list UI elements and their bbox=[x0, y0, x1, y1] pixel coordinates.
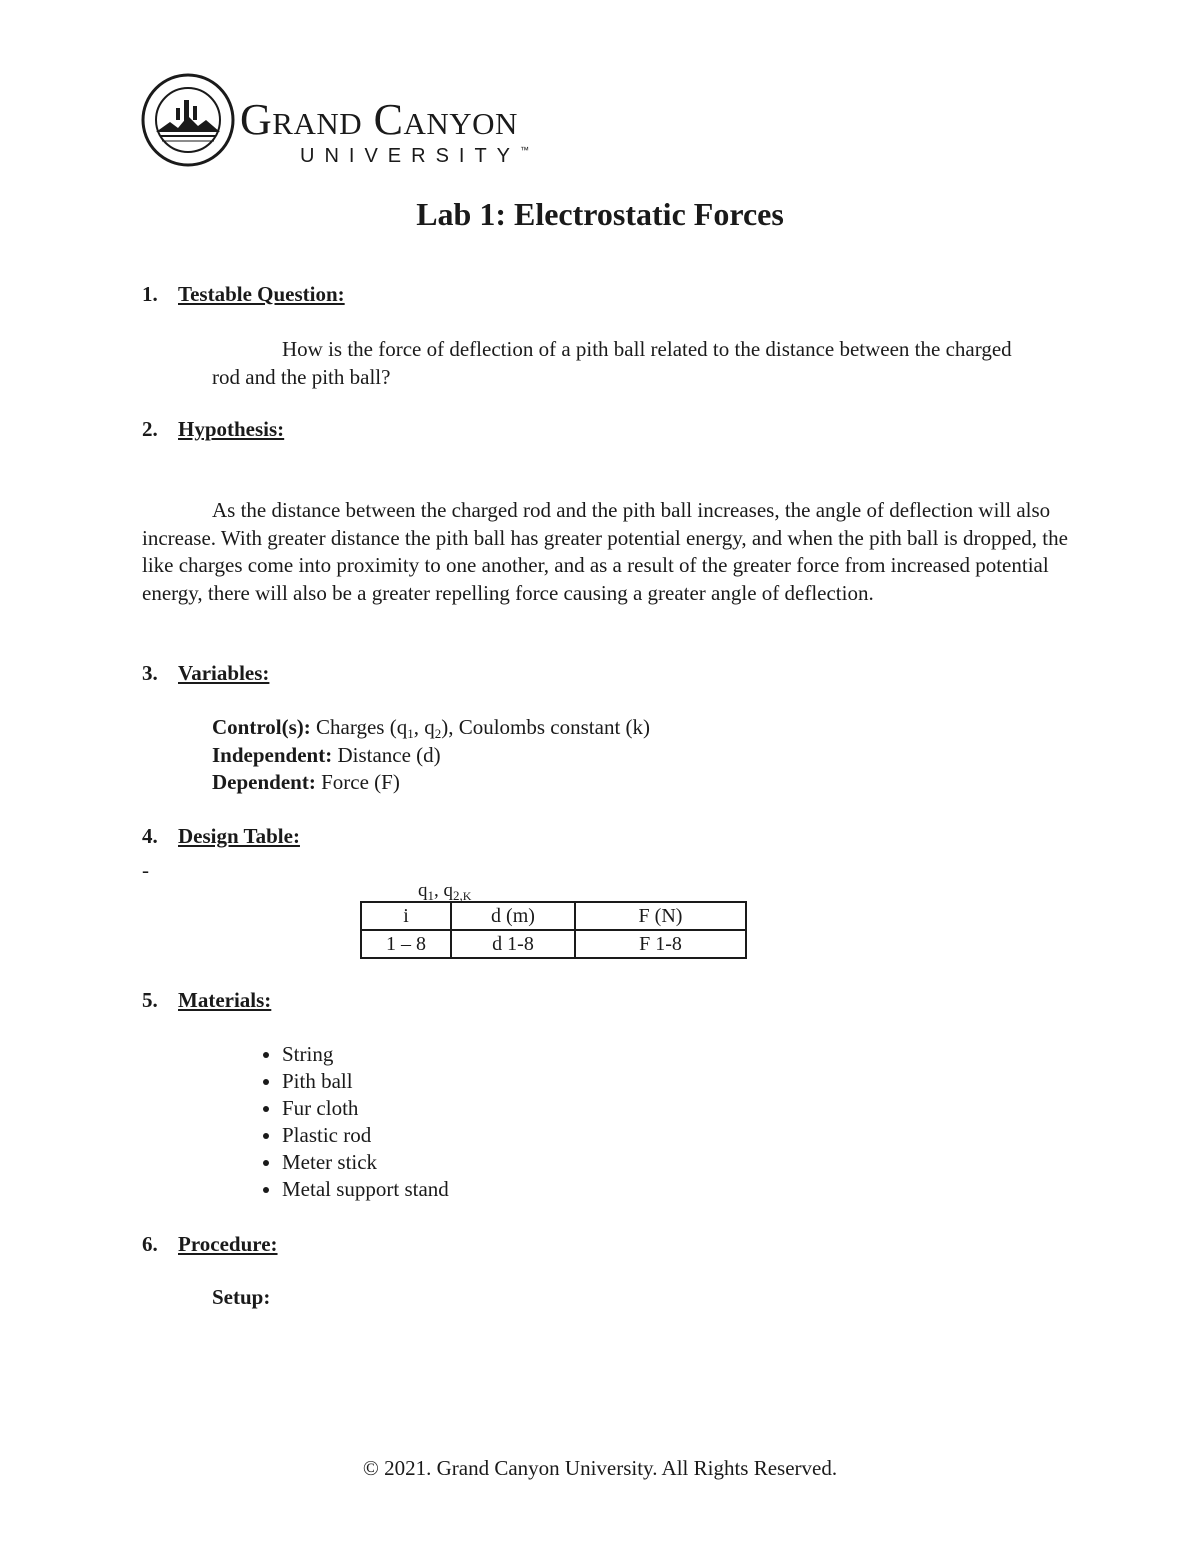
section-heading-testable-question: 1. Testable Question: bbox=[142, 282, 345, 306]
dash-marker: - bbox=[142, 858, 149, 882]
table-header-cell: F (N) bbox=[575, 902, 746, 930]
variable-dependent: Dependent: Force (F) bbox=[212, 770, 400, 794]
list-item: • Metal support stand bbox=[282, 1176, 449, 1203]
table-row bbox=[361, 930, 746, 958]
section-heading-materials: 5. Materials: bbox=[142, 988, 272, 1012]
variable-independent: Independent: Distance (d) bbox=[212, 742, 441, 767]
section-heading-variables: 3. Variables: bbox=[142, 661, 270, 685]
section-heading-hypothesis: 2. Hypothesis: bbox=[142, 417, 285, 441]
university-logo bbox=[140, 72, 580, 172]
copyright-footer: © 2021. Grand Canyon University. All Rights Reserved. bbox=[362, 1456, 838, 1480]
variable-control: Control(s): Charges ($q_1$, $q_2$), Coulombs constant (k) bbox=[212, 715, 651, 741]
page-title: Lab 1: Electrostatic Forces bbox=[416, 196, 784, 232]
materials-list bbox=[212, 1041, 449, 1203]
design-table-constants: $q_1$, $q_{2,K}$ bbox=[418, 880, 472, 903]
variables-list bbox=[212, 714, 650, 797]
procedure-setup-label: Setup: bbox=[212, 1285, 271, 1309]
logo-name-sub: UNIVERSITY™ bbox=[300, 145, 530, 167]
logo-name-main: Grand Canyon bbox=[240, 95, 518, 144]
list-item: • Fur cloth bbox=[282, 1095, 449, 1122]
table-header-cell: d (m) bbox=[451, 902, 575, 930]
table-header-cell: i bbox=[361, 902, 451, 930]
question-text: How is the force of deflection of a pith ball related to the distance between the charged rod and the pith ball? bbox=[212, 337, 1012, 389]
university-seal-icon bbox=[140, 72, 236, 168]
design-table bbox=[360, 901, 747, 959]
table-header-row bbox=[361, 902, 746, 930]
list-item: • Meter stick bbox=[282, 1149, 449, 1176]
table-cell: F 1-8 bbox=[575, 930, 746, 958]
section-heading-procedure: 6. Procedure: bbox=[142, 1232, 278, 1256]
table-cell: d 1-8 bbox=[451, 930, 575, 958]
hypothesis-text: As the distance between the charged rod and the pith ball increases, the angle of deflection will also increase. With greater distance the pith ball has greater potential energy, and when the pith ball is dropped, the like charges come into proximity to one another, and as a result of the greater force from increased potential energy, there will also be a greater repelling force causing a greater angle of deflection. bbox=[142, 498, 1068, 605]
list-item: • String bbox=[282, 1041, 449, 1068]
table-cell: 1 – 8 bbox=[361, 930, 451, 958]
section-heading-design-table: 4. Design Table: bbox=[142, 824, 300, 848]
list-item: • Plastic rod bbox=[282, 1122, 449, 1149]
list-item: • Pith ball bbox=[282, 1068, 449, 1095]
